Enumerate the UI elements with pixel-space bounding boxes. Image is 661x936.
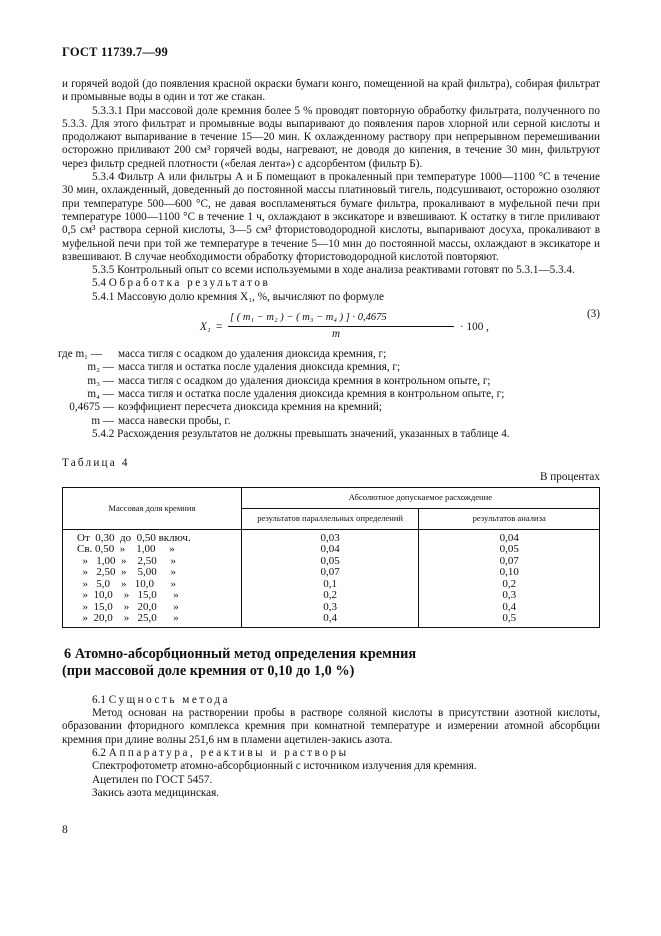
variable-row [62,401,600,414]
variable-row [62,415,600,428]
table-unit: В процентах [540,471,600,484]
range-cell: » 15,0 » 20,0 » [63,602,242,614]
variable-definition: коэффициент пересчета диоксида кремния на кремний; [118,401,382,414]
subsection-5-4-heading [62,277,600,290]
variable-symbol: m — [91,414,114,427]
variable-definition: масса тигля с осадком до удаления диоксида кремния в контрольном опыте, г; [118,374,491,387]
variable-definition: масса навески пробы, г. [118,414,231,427]
document-header: ГОСТ 11739.7—99 [62,45,168,59]
table-row [63,529,600,544]
range-cell: » 2,50 » 5,00 » [63,567,242,579]
range-cell: » 20,0 » 25,0 » [63,613,242,627]
paragraph-5-3-4: 5.3.4 Фильтр А или фильтры А и Б помещают в прокаленный при температуре 1000—1100 °С в течение 30 мин, охлажденный, доведенный до постоянной массы платиновый тигель, подсушивают, осторожно озоляют при температуре 500—600 °С, не давая воспламеняться бумаге фильтра, прокаливают в муфельной печи при температуре 1000—1100 °С в течение 1 ч, охлаждают в эксикаторе и взвешивают. К остатку в тигле приливают 0,5 см³ раствора серной кислоты, 3—5 см³ фтористоводородной кислоты, выпаривают досуха, прокаливают в муфельной печи при той же температуре в течение 5—10 мин до постоянной массы, охлаждают в эксикаторе и взвешивают. В случае необходимости обработку фтористоводородной кислотой повторяют. [62,171,600,263]
value-cell: 0,1 [241,579,419,591]
variable-row [62,375,600,388]
subsection-title: Аппаратура, реактивы и растворы [108,746,349,759]
formula-3 [62,308,600,346]
variable-symbol: m₃ — [87,374,114,387]
variable-definition: масса тигля и остатка после удаления диоксида кремния, г; [118,361,401,374]
section-title-line: (при массовой доле кремния от 0,10 до 1,0 %) [62,662,355,679]
subsection-6-2-heading [62,747,600,760]
variable-symbol: m₂ — [87,361,114,374]
column-header-group: Абсолютное допускаемое расхождение [241,487,599,508]
paragraph-6-1: Метод основан на растворении пробы в растворе соляной кислоты в присутствии азотной кислоты, образовании фторидного комплекса кремния при комнатной температуре и измерении атомной абсорбции кремния при длине волны 251,6 нм в пламени ацетилен-закись азота. [62,707,600,746]
subsection-number: 6.2 [92,746,106,759]
section-title-line: 6 Атомно-абсорбционный метод определения кремния [64,645,417,662]
subsection-title: Сущность метода [108,693,231,706]
tolerance-table [62,487,600,628]
variable-symbol: m₄ — [87,387,114,400]
subsection-6-1-heading [62,694,600,707]
subsection-number: 5.4 [92,277,106,290]
variable-definition: масса тигля с осадком до удаления диоксида кремния, г; [118,348,387,361]
value-cell: 0,3 [419,590,600,602]
formula-number: (3) [586,308,600,321]
formula-equals: = [216,321,223,334]
value-cell: 0,03 [241,529,419,544]
value-cell: 0,04 [241,544,419,556]
subsection-title: Обработка результатов [108,277,271,290]
value-cell: 0,07 [241,567,419,579]
column-header-analysis: результатов анализа [419,508,600,529]
variable-definitions [58,348,600,428]
variable-row [58,348,600,361]
value-cell: 0,4 [419,602,600,614]
formula-denominator: m [332,328,341,341]
list-item: Спектрофотометр атомно-абсорбционный с источником излучения для кремния. [92,760,477,773]
value-cell: 0,2 [419,579,600,591]
value-cell: 0,10 [419,567,600,579]
table-row [63,590,600,602]
value-cell: 0,05 [419,544,600,556]
formula-lhs: X₁ [200,321,211,334]
value-cell: 0,07 [419,556,600,568]
value-cell: 0,04 [419,529,600,544]
subsection-number: 6.1 [92,693,106,706]
document-body [58,78,600,800]
list-item: Ацетилен по ГОСТ 5457. [92,773,213,786]
table-row [63,567,600,579]
column-header-parallel: результатов параллельных определений [241,508,419,529]
list-item: Закись азота медицинская. [92,786,220,799]
variable-symbol: 0,4675 — [69,401,114,414]
value-cell: 0,2 [241,590,419,602]
table-caption: Таблица 4 [62,457,130,470]
variable-row [62,388,600,401]
value-cell: 0,3 [241,602,419,614]
range-cell: От 0,30 до 0,50 включ. [63,529,242,544]
value-cell: 0,05 [241,556,419,568]
range-cell: » 10,0 » 15,0 » [63,590,242,602]
value-cell: 0,5 [419,613,600,627]
fraction-bar [228,326,454,327]
variable-symbol: где m₁ — [58,348,103,361]
range-cell: Св. 0,50 » 1,00 » [63,544,242,556]
formula-numerator: [ ( m₁ − m₂ ) − ( m₃ − m₄ ) ] · 0,4675 [230,312,387,324]
column-header-silicon-fraction: Массовая доля кремния [63,487,242,529]
table-row [63,613,600,627]
paragraph-5-3-5: 5.3.5 Контрольный опыт со всеми используемыми в ходе анализа реактивами готовят по 5.3.1—5.3.4. [92,264,575,277]
variable-row [62,361,600,374]
range-cell: » 1,00 » 2,50 » [63,556,242,568]
paragraph: и горячей водой (до появления красной окраски бумаги конго, помещенной на край фильтра), собирая фильтрат и промывные воды в один и тот же стакан. [62,78,600,104]
page-number: 8 [62,824,68,836]
section-6-heading [62,646,600,680]
range-cell: » 5,0 » 10,0 » [63,579,242,591]
paragraph-5-4-2: 5.4.2 Расхождения результатов не должны превышать значений, указанных в таблице 4. [92,427,510,440]
value-cell: 0,4 [241,613,419,627]
formula-tail: · 100 , [460,321,489,334]
paragraph-5-4-1: 5.4.1 Массовую долю кремния X₁, %, вычисляют по формуле [92,290,384,303]
variable-definition: масса тигля и остатка после удаления диоксида кремния в контрольном опыте, г; [118,387,505,400]
table-row [63,544,600,556]
paragraph-5-3-3-1: 5.3.3.1 При массовой доле кремния более 5 % проводят повторную обработку фильтрата, полученного по 5.3.3. Для этого фильтрат и промывные воды выпаривают до появления паров хлорной или серной кислоты и продолжают выпаривание в течение 15—20 мин. К охлажденному раствору при непрерывном перемешивании осторожно приливают 200 см³ горячей воды, нагревают, не доводя до кипения, в течение 30 мин, фильтруют через фильтр средней плотности («белая лента») с адсорбентом (фильтр Б). [62,104,600,170]
